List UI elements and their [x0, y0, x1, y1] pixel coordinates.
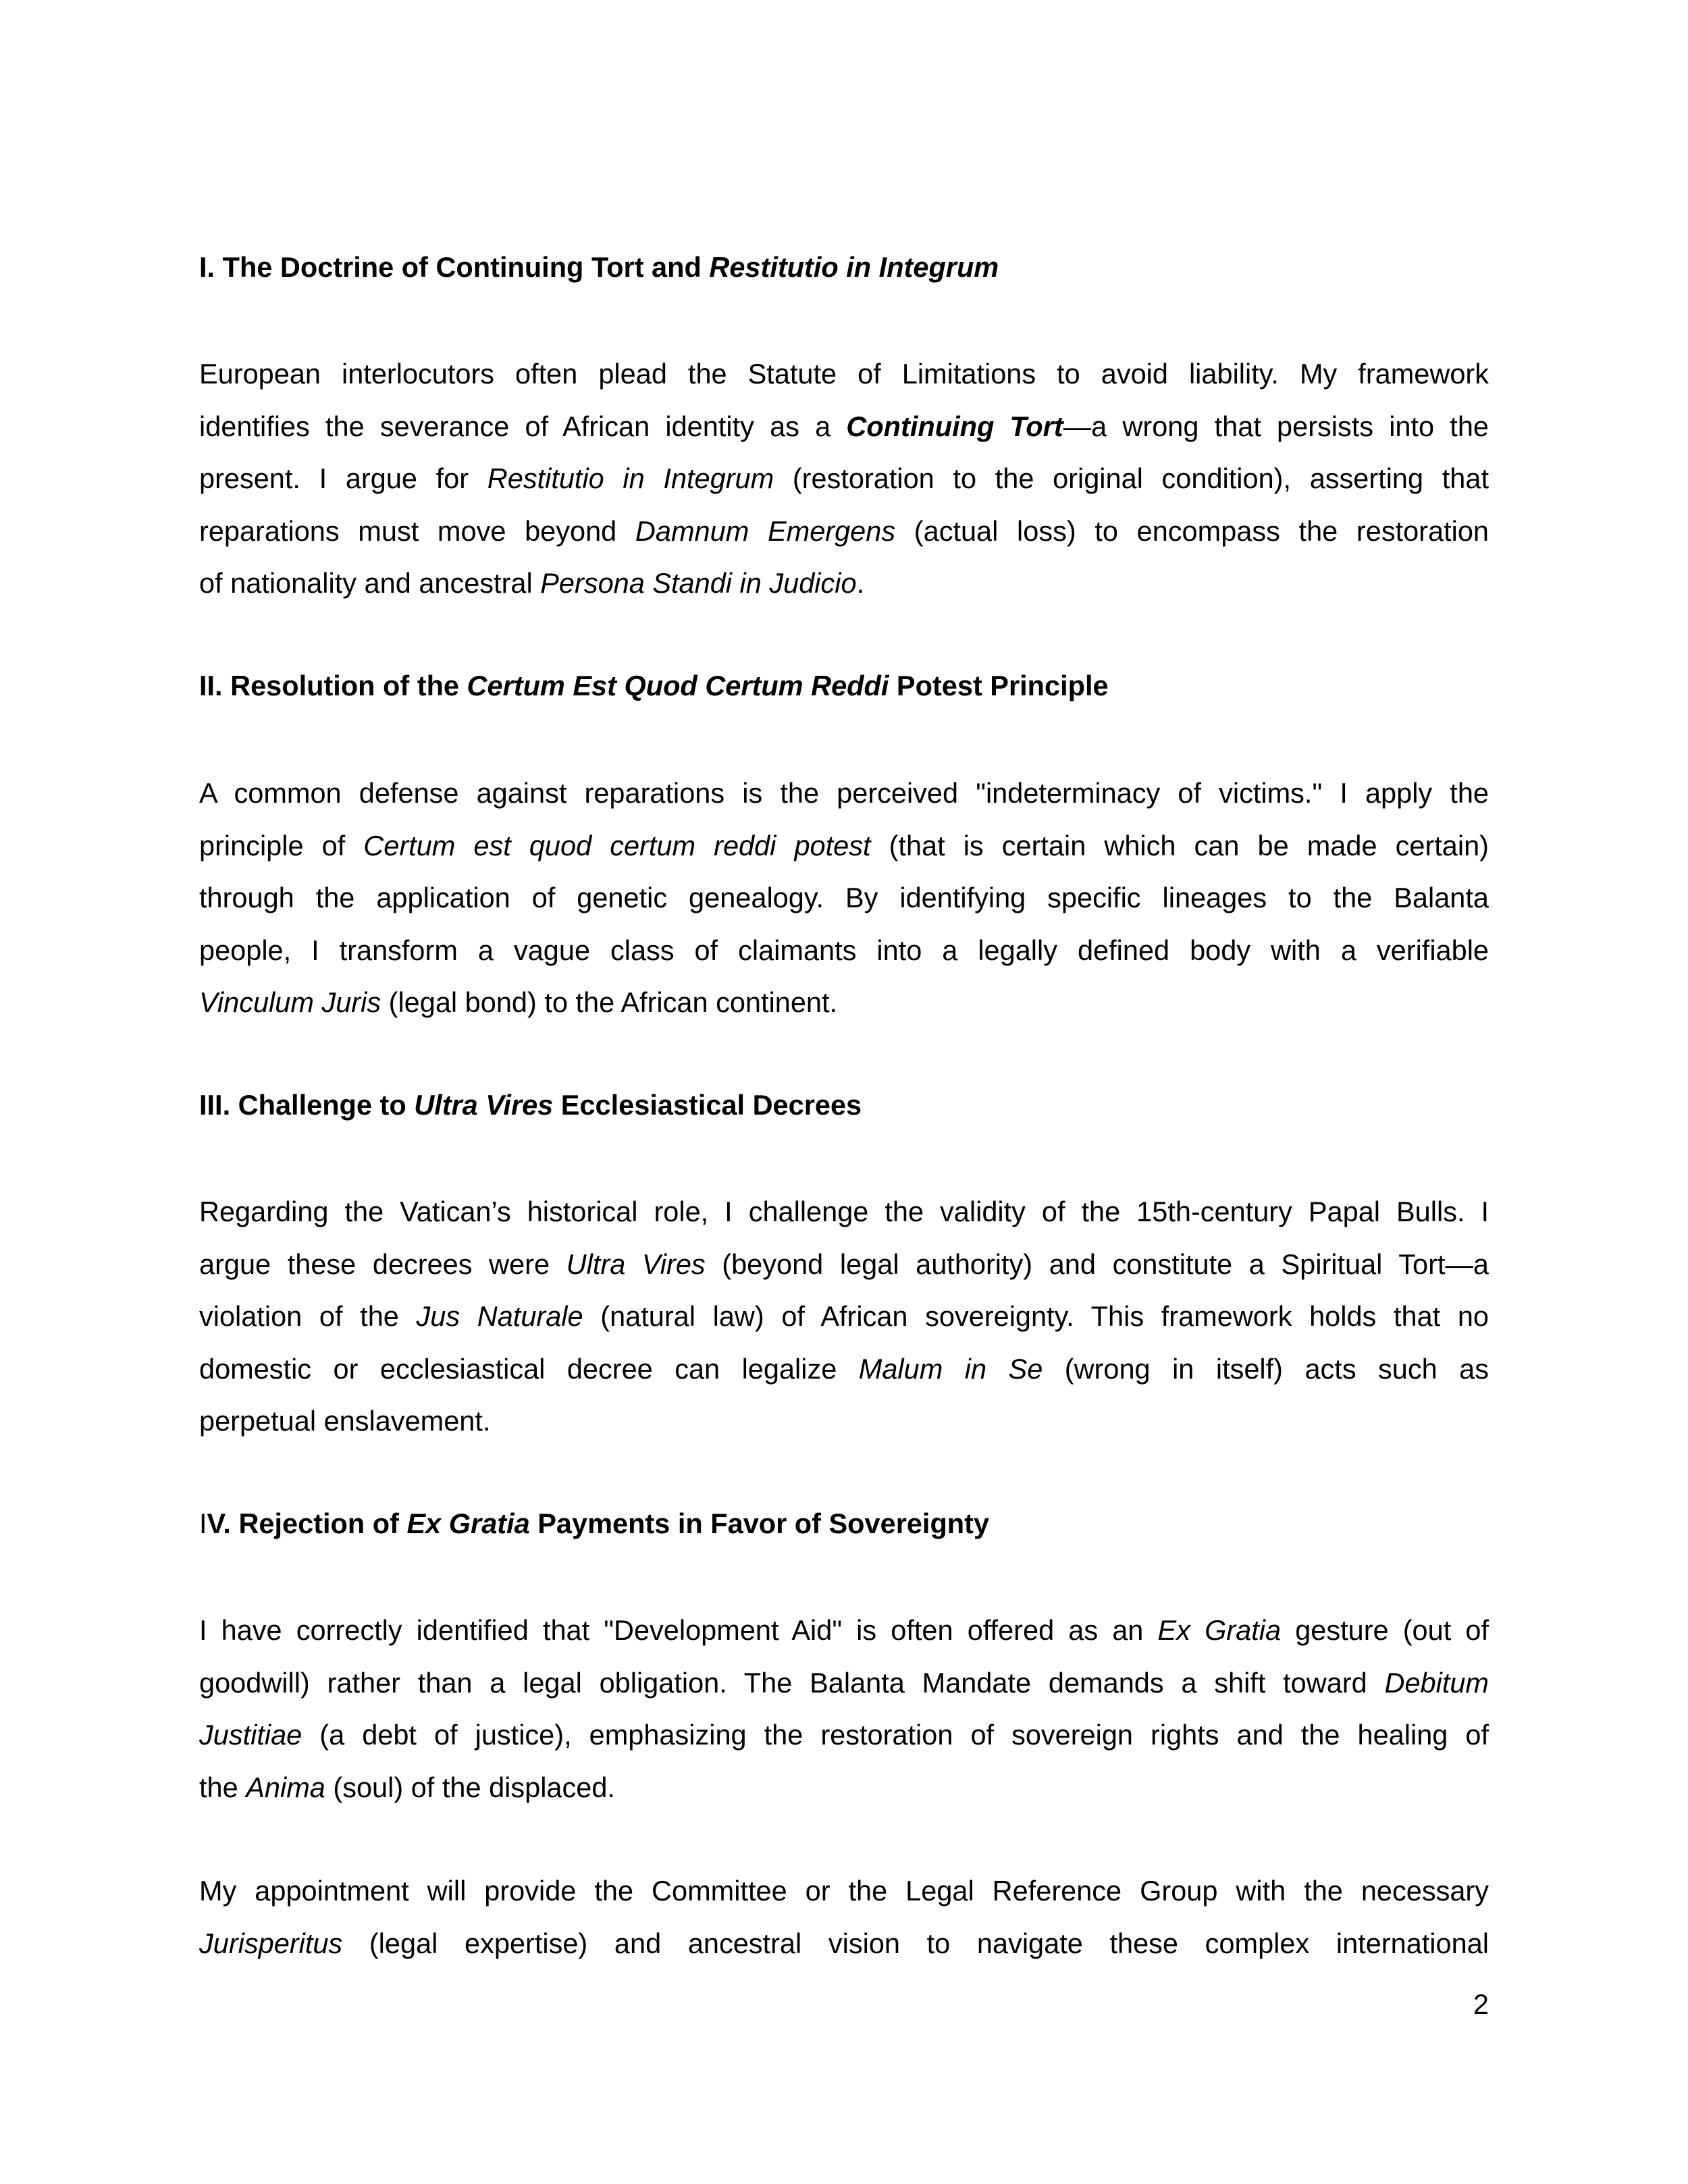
- latin-term: Vinculum Juris: [199, 986, 381, 1018]
- latin-term: Anima: [246, 1771, 325, 1803]
- text-run: people, I transform a vague class of claimants into a legally defined body with a verifiable: [199, 934, 1489, 966]
- text-run: My appointment will provide the Committee or the Legal Reference Group with the necessary: [199, 1875, 1489, 1907]
- text-run: A common defense against reparations is the perceived "indeterminacy of victims." I apply the: [199, 777, 1489, 809]
- text-run: —a wrong that persists into the: [1063, 410, 1489, 442]
- text-line: [199, 505, 1489, 558]
- text-run: through the application of genetic genealogy. By identifying specific lineages to the Balanta: [199, 882, 1489, 913]
- latin-term: Damnum Emergens: [635, 514, 896, 547]
- latin-term: Ex Gratia: [1157, 1614, 1282, 1646]
- latin-term: Malum in Se: [858, 1352, 1043, 1385]
- section-1-heading: [199, 241, 1489, 294]
- section-2-heading: [199, 660, 1489, 712]
- text-line: [199, 1657, 1489, 1709]
- latin-term: Certum est quod certum reddi potest: [363, 829, 871, 861]
- text-line: [199, 348, 1489, 400]
- heading-text-suffix: Payments in Favor of Sovereignty: [529, 1508, 990, 1539]
- text-line: [199, 872, 1489, 924]
- text-line: [199, 1917, 1489, 1970]
- heading-text: II. Resolution of the: [199, 670, 467, 701]
- heading-latin-term: Ultra Vires: [414, 1089, 554, 1121]
- heading-latin-term: Certum Est Quod Certum Reddi: [467, 670, 889, 701]
- section-3-paragraph: [199, 1186, 1489, 1447]
- text-line: [199, 1186, 1489, 1238]
- text-run: the: [199, 1771, 246, 1803]
- text-run: violation of the: [199, 1300, 417, 1332]
- heading-latin-term: Restitutio in Integrum: [709, 251, 999, 283]
- section-2-paragraph: [199, 767, 1489, 1029]
- text-run: domestic or ecclesiastical decree can legalize: [199, 1352, 859, 1385]
- text-run: (soul) of the displaced.: [325, 1771, 615, 1803]
- text-run: goodwill) rather than a legal obligation. The Balanta Mandate demands a shift toward: [199, 1666, 1385, 1699]
- text-line: [199, 1238, 1489, 1291]
- text-line: [199, 557, 1489, 610]
- text-line: [199, 1709, 1489, 1761]
- section-4-heading: [199, 1497, 1489, 1550]
- text-run: (beyond legal authority) and constitute a Spiritual Tort—a: [705, 1248, 1489, 1280]
- heading-initial: I: [199, 1508, 207, 1539]
- text-run: .: [856, 567, 865, 599]
- text-line: [199, 1395, 1489, 1447]
- text-run: principle of: [199, 829, 364, 861]
- closing-paragraph: [199, 1865, 1489, 1969]
- heading-text: V. Rejection of: [207, 1508, 407, 1539]
- text-line: [199, 1761, 1489, 1814]
- page-number: 2: [1473, 1988, 1489, 2020]
- text-line: [199, 976, 1489, 1029]
- text-run: Regarding the Vatican’s historical role, I challenge the validity of the 15th-century Papal Bulls. I: [199, 1196, 1489, 1227]
- text-run: (legal bond) to the African continent.: [381, 986, 838, 1018]
- latin-term: Restitutio in Integrum: [487, 462, 774, 494]
- heading-text-suffix: Potest Principle: [889, 670, 1109, 701]
- text-run: (actual loss) to encompass the restoration: [895, 514, 1489, 547]
- heading-text: III. Challenge to: [199, 1089, 415, 1121]
- heading-text: I. The Doctrine of Continuing Tort and: [199, 251, 710, 283]
- text-line: [199, 924, 1489, 977]
- latin-term: Debitum: [1384, 1666, 1489, 1699]
- text-run: European interlocutors often plead the Statute of Limitations to avoid liability. My framework: [199, 358, 1489, 390]
- text-line: [199, 767, 1489, 820]
- text-run: (natural law) of African sovereignty. This framework holds that no: [583, 1300, 1489, 1332]
- text-run: (restoration to the original condition), asserting that: [774, 462, 1489, 494]
- text-line: [199, 452, 1489, 505]
- text-run: present. I argue for: [199, 462, 487, 494]
- text-run: I have correctly identified that "Development Aid" is often offered as an: [199, 1614, 1158, 1646]
- text-run: reparations must move beyond: [199, 514, 635, 547]
- latin-term: Persona Standi in Judicio: [540, 567, 857, 599]
- latin-term: Jurisperitus: [199, 1927, 343, 1959]
- text-line: [199, 820, 1489, 872]
- heading-text-suffix: Ecclesiastical Decrees: [553, 1089, 862, 1121]
- text-line: [199, 1290, 1489, 1343]
- text-run: of nationality and ancestral: [199, 567, 541, 599]
- heading-latin-term: Ex Gratia: [406, 1508, 530, 1539]
- section-1-paragraph: [199, 348, 1489, 610]
- text-run: (a debt of justice), emphasizing the restoration of sovereign rights and the healing of: [302, 1719, 1489, 1751]
- text-line: [199, 1343, 1489, 1395]
- text-run: (wrong in itself) acts such as: [1043, 1352, 1489, 1385]
- text-run: identifies the severance of African identity as a: [199, 410, 847, 442]
- text-run: (that is certain which can be made certain): [870, 829, 1489, 861]
- text-line: [199, 1604, 1489, 1657]
- text-run: perpetual enslavement.: [199, 1405, 491, 1437]
- section-4-paragraph: [199, 1604, 1489, 1813]
- text-line: [199, 1865, 1489, 1917]
- text-run: gesture (out of: [1281, 1614, 1489, 1646]
- latin-term: Ultra Vires: [566, 1248, 706, 1280]
- text-run: argue these decrees were: [199, 1248, 566, 1280]
- text-run: (legal expertise) and ancestral vision to navigate these complex international: [342, 1927, 1489, 1959]
- latin-term: Continuing Tort: [846, 410, 1063, 442]
- latin-term: Justitiae: [199, 1719, 302, 1751]
- latin-term: Jus Naturale: [416, 1300, 583, 1332]
- section-3-heading: [199, 1079, 1489, 1131]
- text-line: [199, 400, 1489, 453]
